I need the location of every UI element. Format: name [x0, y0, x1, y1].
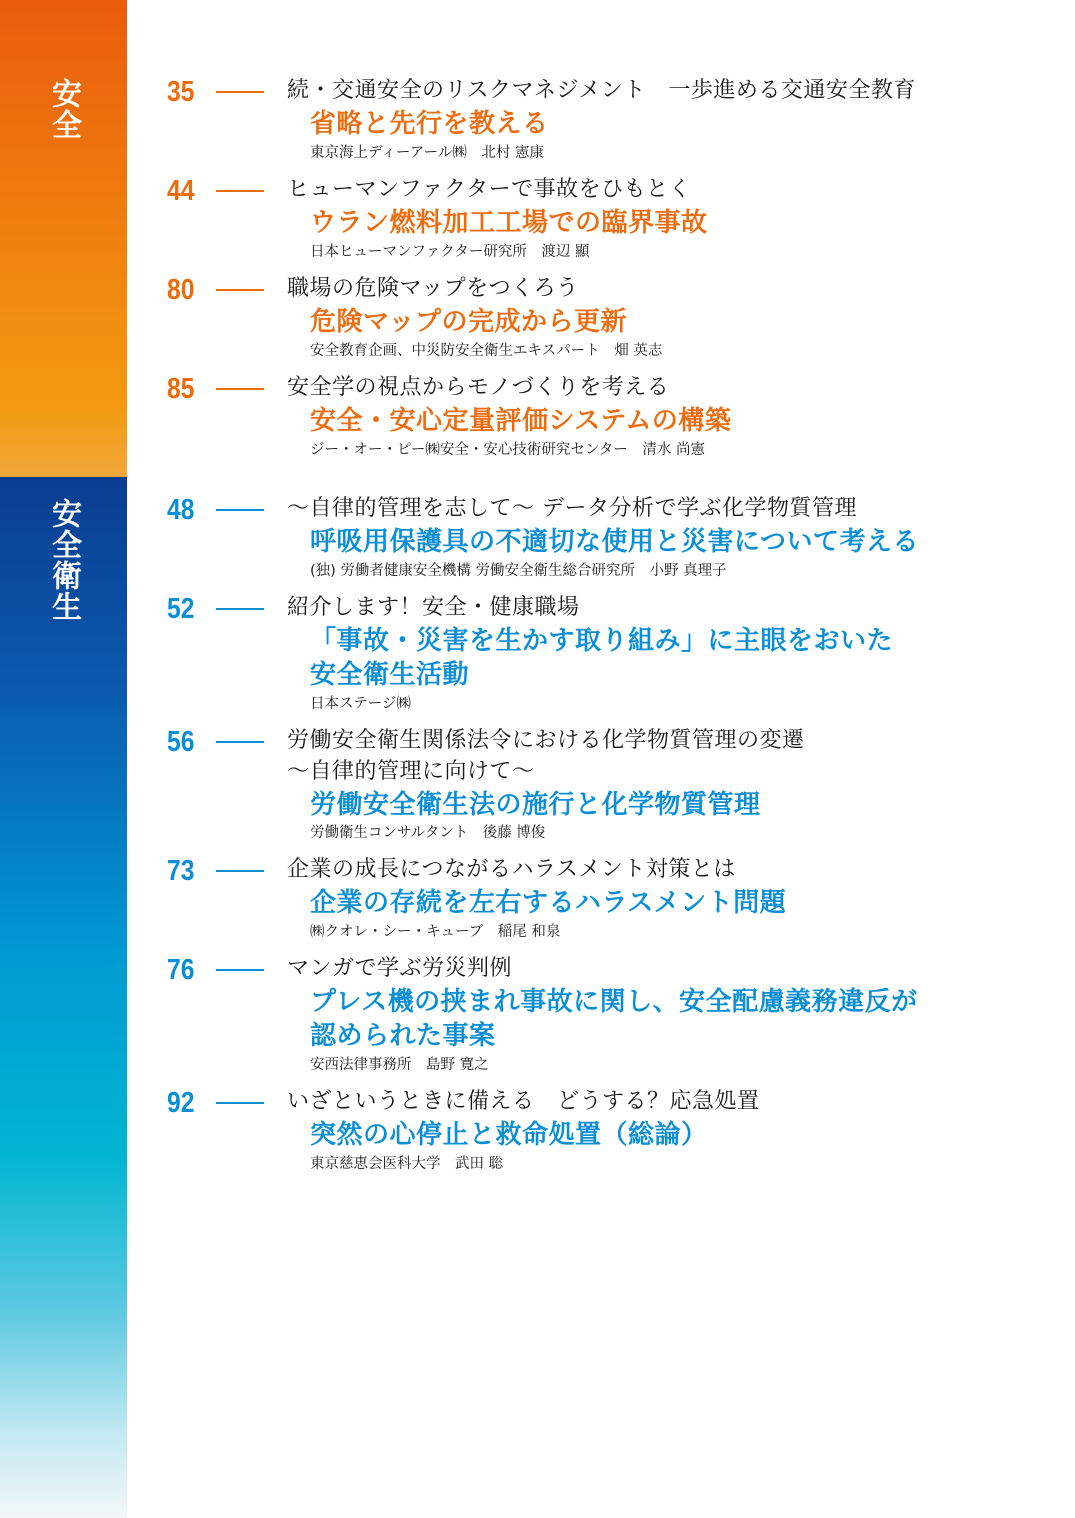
entry-heading: ～自律的管理に向けて～	[287, 759, 535, 784]
entry-heading: ヒューマンファクターで事故をひもとく	[287, 177, 692, 202]
leader-line	[216, 969, 264, 971]
entry-title: 突然の心停止と救命処置（総論）	[310, 1120, 708, 1150]
entry-heading: 企業の成長につながるハラスメント対策とは	[287, 857, 736, 882]
page-number: 48	[167, 494, 195, 526]
leader-line	[216, 870, 264, 872]
leader-line	[216, 741, 264, 743]
page-number: 52	[167, 593, 195, 625]
page-number: 76	[167, 954, 195, 986]
entry-title: 省略と先行を教える	[310, 109, 549, 139]
leader-line	[216, 289, 264, 291]
entry-author: 安全教育企画、中災防安全衛生エキスパート 畑 英志	[310, 343, 663, 359]
leader-line	[216, 388, 264, 390]
entry-heading: 安全学の視点からモノづくりを考える	[287, 375, 670, 400]
leader-line	[216, 1102, 264, 1104]
health-sidebar-band	[0, 477, 127, 1518]
entry-author: 東京海上ディーアール㈱ 北村 憲康	[310, 145, 544, 161]
leader-line	[216, 509, 264, 511]
page-number: 56	[167, 726, 195, 758]
health-section-label: 安全衛生	[46, 498, 81, 622]
entry-title: 「事故・災害を生かす取り組み」に主眼をおいた	[310, 626, 894, 656]
entry-author: 日本ヒューマンファクター研究所 渡辺 顯	[310, 244, 590, 260]
safety-sidebar-band	[0, 0, 127, 477]
entry-title: ウラン燃料加工工場での臨界事故	[310, 208, 708, 238]
entry-title: 認められた事案	[310, 1021, 496, 1051]
leader-line	[216, 190, 264, 192]
entry-heading: 続・交通安全のリスクマネジメント 一歩進める交通安全教育	[287, 78, 916, 103]
page-number: 73	[167, 855, 195, 887]
entry-author: (独) 労働者健康安全機構 労働安全衛生総合研究所 小野 真理子	[310, 563, 727, 579]
entry-author: 東京慈恵会医科大学 武田 聡	[310, 1156, 504, 1172]
entry-author: ㈱クオレ・シー・キューブ 稲尾 和泉	[310, 924, 561, 940]
entry-title: 安全衛生活動	[310, 660, 470, 690]
entry-heading: 職場の危険マップをつくろう	[287, 276, 579, 301]
page-number: 44	[167, 175, 195, 207]
page-number: 80	[167, 274, 195, 306]
entry-author: 労働衛生コンサルタント 後藤 博俊	[310, 825, 546, 841]
entry-title: 危険マップの完成から更新	[310, 307, 627, 337]
leader-line	[216, 608, 264, 610]
entry-heading: 紹介します！安全・健康職場	[287, 595, 580, 620]
entry-author: ジー・オー・ピー㈱安全・安心技術研究センター 清水 尚憲	[310, 442, 705, 458]
page-number: 92	[167, 1087, 195, 1119]
page-number: 85	[167, 373, 195, 405]
entry-title: 呼吸用保護具の不適切な使用と災害について考える	[310, 527, 919, 557]
entry-heading: マンガで学ぶ労災判例	[287, 956, 513, 981]
entry-title: 労働安全衛生法の施行と化学物質管理	[310, 790, 761, 820]
entry-heading: 労働安全衛生関係法令における化学物質管理の変遷	[287, 728, 805, 753]
leader-line	[216, 91, 264, 93]
entry-title: 企業の存続を左右するハラスメント問題	[310, 888, 787, 918]
entry-author: 安西法律事務所 島野 寛之	[310, 1057, 489, 1073]
entry-title: 安全・安心定量評価システムの構築	[310, 406, 732, 436]
entry-heading: ～自律的管理を志して～ データ分析で学ぶ化学物質管理	[287, 496, 857, 521]
entry-title: プレス機の挟まれ事故に関し、安全配慮義務違反が	[310, 987, 918, 1017]
safety-section-label: 安全	[46, 78, 81, 140]
page-number: 35	[167, 76, 195, 108]
entry-heading: いざというときに備える どうする？応急処置	[287, 1089, 760, 1114]
entry-author: 日本ステージ㈱	[310, 696, 411, 712]
